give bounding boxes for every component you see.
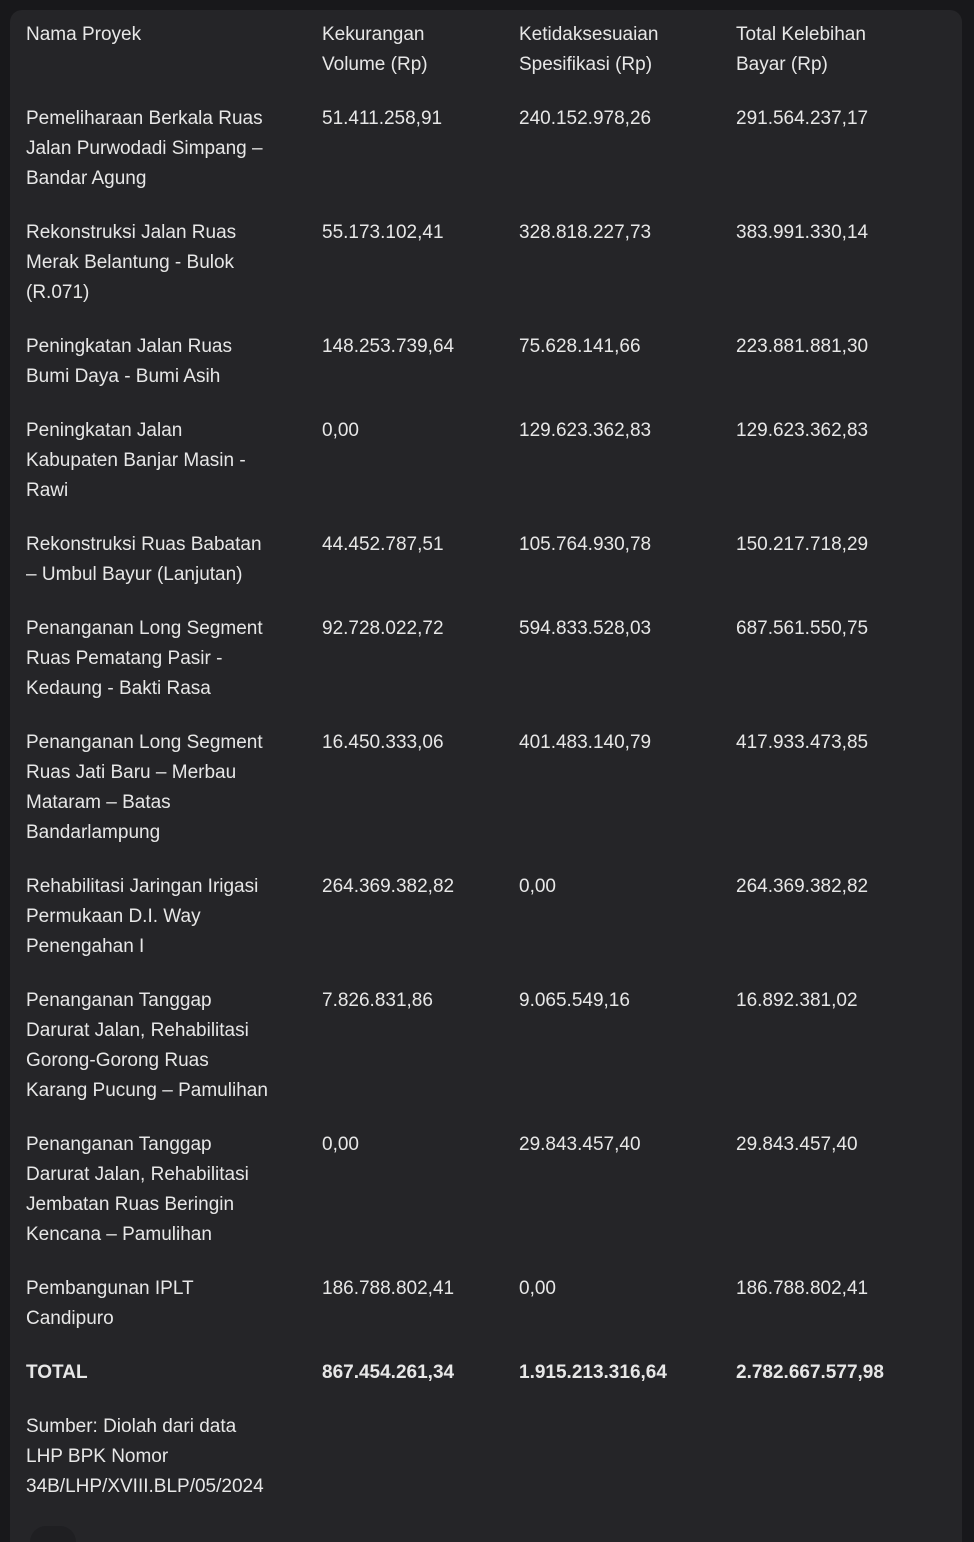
table-row <box>26 872 962 962</box>
ketidaksesuaian-spesifikasi-cell: 29.843.457,40 <box>519 1134 641 1155</box>
table-row <box>26 728 962 848</box>
table-row <box>26 1130 962 1250</box>
total-kelebihan-bayar-cell: 264.369.382,82 <box>736 876 869 897</box>
column-header-total-kelebihan-bayar: Total Kelebihan Bayar (Rp) <box>736 24 866 75</box>
project-name-cell: Penanganan Tanggap Darurat Jalan, Rehabilitasi Jembatan Ruas Beringin Kencana – Pamulihan <box>26 1134 249 1245</box>
kekurangan-volume-cell: 55.173.102,41 <box>322 222 444 243</box>
ketidaksesuaian-spesifikasi-cell: 9.065.549,16 <box>519 990 630 1011</box>
table-body <box>26 104 962 1334</box>
project-name-cell: Pembangunan IPLT Candipuro <box>26 1278 194 1329</box>
total-kekurangan-volume: 867.454.261,34 <box>322 1362 455 1383</box>
project-name-cell: Penanganan Long Segment Ruas Jati Baru – Merbau Mataram – Batas Bandarlampung <box>26 732 263 843</box>
total-kelebihan-bayar-cell: 16.892.381,02 <box>736 990 858 1011</box>
total-kelebihan-bayar-cell: 291.564.237,17 <box>736 108 869 129</box>
ketidaksesuaian-spesifikasi-cell: 594.833.528,03 <box>519 618 652 639</box>
kekurangan-volume-cell: 186.788.802,41 <box>322 1278 455 1299</box>
cut-off-button[interactable] <box>30 1526 76 1542</box>
kekurangan-volume-cell: 0,00 <box>322 420 359 441</box>
total-kelebihan-bayar-cell: 150.217.718,29 <box>736 534 869 555</box>
table-row <box>26 614 962 704</box>
kekurangan-volume-cell: 0,00 <box>322 1134 359 1155</box>
column-header-nama-proyek: Nama Proyek <box>26 24 142 45</box>
column-header-kekurangan-volume: Kekurangan Volume (Rp) <box>322 24 428 75</box>
total-kelebihan-bayar-cell: 129.623.362,83 <box>736 420 869 441</box>
ketidaksesuaian-spesifikasi-cell: 75.628.141,66 <box>519 336 641 357</box>
ketidaksesuaian-spesifikasi-cell: 105.764.930,78 <box>519 534 652 555</box>
total-kelebihan-bayar-cell: 29.843.457,40 <box>736 1134 858 1155</box>
kekurangan-volume-cell: 148.253.739,64 <box>322 336 455 357</box>
total-kelebihan-bayar-cell: 186.788.802,41 <box>736 1278 869 1299</box>
kekurangan-volume-cell: 7.826.831,86 <box>322 990 433 1011</box>
table-row <box>26 218 962 308</box>
kekurangan-volume-cell: 51.411.258,91 <box>322 108 443 129</box>
table-row <box>26 986 962 1106</box>
project-name-cell: Pemeliharaan Berkala Ruas Jalan Purwodadi Simpang – Bandar Agung <box>26 108 263 189</box>
ketidaksesuaian-spesifikasi-cell: 401.483.140,79 <box>519 732 652 753</box>
total-kelebihan-bayar-cell: 687.561.550,75 <box>736 618 869 639</box>
total-label: TOTAL <box>26 1362 88 1383</box>
ketidaksesuaian-spesifikasi-cell: 0,00 <box>519 1278 556 1299</box>
ketidaksesuaian-spesifikasi-cell: 328.818.227,73 <box>519 222 652 243</box>
kekurangan-volume-cell: 16.450.333,06 <box>322 732 444 753</box>
project-name-cell: Peningkatan Jalan Ruas Bumi Daya - Bumi Asih <box>26 336 232 387</box>
table-total-row <box>26 1358 962 1388</box>
total-kelebihan-bayar-cell: 223.881.881,30 <box>736 336 869 357</box>
table-row <box>26 104 962 194</box>
project-name-cell: Penanganan Long Segment Ruas Pematang Pasir - Kedaung - Bakti Rasa <box>26 618 263 699</box>
total-kelebihan-bayar-cell: 383.991.330,14 <box>736 222 869 243</box>
ketidaksesuaian-spesifikasi-cell: 0,00 <box>519 876 556 897</box>
table-row <box>26 530 962 590</box>
ketidaksesuaian-spesifikasi-cell: 129.623.362,83 <box>519 420 652 441</box>
table-row <box>26 332 962 392</box>
column-header-ketidaksesuaian-spesifikasi: Ketidaksesuaian Spesifikasi (Rp) <box>519 24 659 75</box>
total-kelebihan-bayar-cell: 417.933.473,85 <box>736 732 869 753</box>
table-row <box>26 416 962 506</box>
project-name-cell: Rekonstruksi Ruas Babatan – Umbul Bayur (Lanjutan) <box>26 534 262 585</box>
table-row <box>26 1274 962 1334</box>
ketidaksesuaian-spesifikasi-cell: 240.152.978,26 <box>519 108 652 129</box>
project-name-cell: Peningkatan Jalan Kabupaten Banjar Masin - Rawi <box>26 420 246 501</box>
table-header-row <box>26 20 962 80</box>
data-table-card <box>10 10 962 1542</box>
kekurangan-volume-cell: 44.452.787,51 <box>322 534 444 555</box>
project-name-cell: Rehabilitasi Jaringan Irigasi Permukaan D.I. Way Penengahan I <box>26 876 259 957</box>
kekurangan-volume-cell: 92.728.022,72 <box>322 618 444 639</box>
project-name-cell: Penanganan Tanggap Darurat Jalan, Rehabilitasi Gorong-Gorong Ruas Karang Pucung – Pamulihan <box>26 990 268 1101</box>
source-note: Sumber: Diolah dari data LHP BPK Nomor 34B/LHP/XVIII.BLP/05/2024 <box>26 1416 264 1497</box>
kekurangan-volume-cell: 264.369.382,82 <box>322 876 455 897</box>
total-ketidaksesuaian-spesifikasi: 1.915.213.316,64 <box>519 1362 667 1383</box>
total-kelebihan-bayar: 2.782.667.577,98 <box>736 1362 884 1383</box>
project-name-cell: Rekonstruksi Jalan Ruas Merak Belantung - Bulok (R.071) <box>26 222 237 303</box>
